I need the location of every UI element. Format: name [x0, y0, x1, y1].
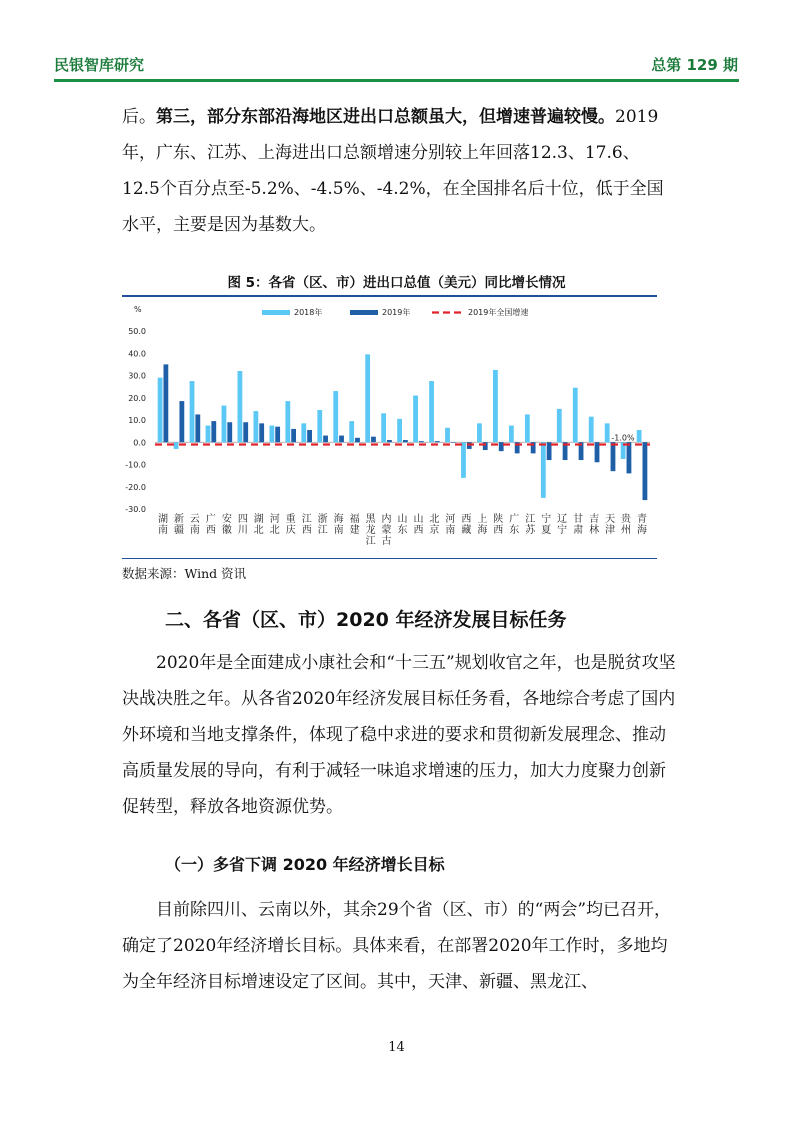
figure-bottom-rule — [122, 558, 657, 559]
bar-2018-海南 — [333, 391, 338, 442]
bar-2019-北京 — [435, 441, 440, 442]
subsection-heading: （一）多省下调 2020 年经济增长目标 — [165, 855, 445, 874]
x-label-湖南: 南 — [157, 525, 168, 536]
x-label-河南: 南 — [445, 525, 456, 536]
x-label-江苏: 江 — [525, 514, 536, 525]
bar-2019-青海 — [643, 442, 648, 500]
x-label-甘肃: 甘 — [573, 514, 584, 525]
bar-2018-新疆 — [174, 442, 179, 449]
bar-2018-湖南 — [158, 378, 163, 443]
figure-source: 数据来源：Wind 资讯 — [122, 566, 247, 581]
x-label-北京: 北 — [429, 514, 440, 525]
bar-2018-浙江 — [317, 410, 322, 442]
bar-2018-内蒙古 — [381, 413, 386, 442]
x-axis-labels — [158, 512, 647, 547]
x-label-贵州: 州 — [621, 525, 632, 536]
x-label-内蒙古: 古 — [381, 536, 392, 547]
x-label-内蒙古: 蒙 — [381, 525, 392, 536]
x-label-吉林: 吉 — [589, 514, 600, 525]
bar-2018-云南 — [190, 381, 195, 442]
x-label-浙江: 江 — [317, 525, 328, 536]
x-label-内蒙古: 内 — [381, 514, 392, 525]
x-label-黑龙江: 龙 — [365, 525, 376, 536]
bar-2019-天津 — [611, 442, 616, 471]
x-label-江西: 西 — [301, 525, 312, 536]
bar-2018-吉林 — [589, 417, 594, 443]
x-label-青海: 青 — [637, 514, 648, 525]
x-label-云南: 云 — [189, 514, 200, 525]
x-label-新疆: 新 — [173, 514, 184, 525]
x-label-海南: 南 — [333, 525, 344, 536]
y-tick-label: -10.0 — [125, 460, 146, 470]
x-label-北京: 京 — [429, 525, 440, 536]
y-tick-label: 20.0 — [128, 393, 146, 403]
section-paragraph: 2020年是全面建成小康社会和“十三五”规划收官之年，也是脱贫攻坚决战决胜之年。从各省2020年经济发展目标任务看，各地综合考虑了国内外环境和当地支撑条件，体现了稳中求进的要求和贯彻新发展理念、推动高质量发展的导向，有利于减轻一味追求增速的压力，加大力度聚力创新促转型，释放各地资源优势。 — [122, 653, 676, 817]
bar-2019-重庆 — [291, 429, 296, 442]
bar-2018-宁夏 — [541, 442, 546, 498]
bar-series — [155, 354, 650, 500]
x-label-河北: 河 — [269, 514, 280, 525]
bar-2018-北京 — [429, 381, 434, 442]
bar-2019-山东 — [403, 440, 408, 442]
figure-top-rule — [122, 295, 657, 297]
x-label-山东: 东 — [397, 525, 408, 536]
y-tick-label: 40.0 — [128, 349, 146, 359]
bar-2018-广东 — [509, 426, 514, 443]
bar-2018-广西 — [206, 426, 211, 443]
y-tick-label: -20.0 — [125, 482, 146, 492]
bar-2018-西藏 — [461, 442, 466, 478]
bar-2019-新疆 — [179, 401, 184, 442]
bar-2019-湖南 — [163, 364, 168, 442]
bar-2019-吉林 — [595, 442, 600, 462]
x-label-新疆: 疆 — [173, 525, 184, 536]
bar-2018-山西 — [413, 396, 418, 443]
y-tick-label: -30.0 — [125, 505, 146, 514]
bar-2019-江西 — [307, 430, 312, 442]
x-label-湖北: 湖 — [253, 514, 264, 525]
x-label-天津: 津 — [605, 525, 616, 536]
x-label-青海: 海 — [637, 525, 648, 536]
x-label-西藏: 西 — [461, 514, 472, 525]
x-label-西藏: 藏 — [461, 525, 472, 536]
page-number: 14 — [388, 1040, 405, 1055]
bar-2019-贵州 — [627, 442, 632, 473]
x-label-广西: 西 — [205, 525, 216, 536]
x-label-海南: 海 — [333, 514, 344, 525]
x-label-甘肃: 肃 — [573, 525, 584, 536]
x-label-山西: 山 — [413, 514, 424, 525]
bar-2019-陕西 — [499, 442, 504, 451]
figure-title: 图 5：各省（区、市）进出口总值（美元）同比增长情况 — [227, 275, 566, 291]
x-label-上海: 海 — [477, 525, 488, 536]
bar-2018-辽宁 — [557, 409, 562, 442]
x-label-宁夏: 夏 — [541, 525, 552, 536]
legend-swatch — [262, 310, 290, 315]
x-label-重庆: 庆 — [285, 525, 296, 536]
bar-2019-内蒙古 — [387, 440, 392, 442]
national-growth-annotation: -1.0% — [611, 433, 635, 443]
x-label-陕西: 西 — [493, 525, 504, 536]
bar-2018-河北 — [269, 426, 274, 443]
x-label-山东: 山 — [397, 514, 408, 525]
chart-legend — [262, 307, 528, 317]
bar-2018-陕西 — [493, 370, 498, 442]
bar-2019-河北 — [275, 427, 280, 443]
x-label-重庆: 重 — [285, 514, 296, 525]
legend-swatch — [350, 310, 378, 315]
bar-2018-黑龙江 — [365, 354, 370, 442]
x-label-云南: 南 — [189, 525, 200, 536]
bar-2018-江苏 — [525, 414, 530, 442]
bar-2019-安徽 — [227, 422, 232, 442]
bar-2019-西藏 — [467, 442, 472, 449]
x-label-福建: 福 — [349, 514, 360, 525]
x-label-四川: 川 — [237, 525, 248, 536]
bar-2018-湖北 — [253, 411, 258, 442]
x-label-江西: 江 — [301, 514, 312, 525]
x-label-吉林: 林 — [589, 525, 600, 536]
y-tick-label: 10.0 — [128, 416, 146, 425]
x-label-宁夏: 宁 — [541, 514, 552, 525]
x-label-广东: 东 — [509, 525, 520, 536]
x-label-上海: 上 — [477, 514, 488, 525]
subsection-paragraph: 目前除四川、云南以外，其余29个省（区、市）的“两会”均已召开，确定了2020年经济增长目标。具体来看，在部署2020年工作时，多地均为全年经济目标增速设定了区间。其中，天津、新疆、黑龙江、 — [122, 900, 672, 992]
bar-2019-云南 — [195, 414, 200, 442]
bar-2019-广西 — [211, 421, 216, 442]
x-label-安徽: 安 — [221, 514, 232, 525]
x-label-陕西: 陕 — [493, 514, 504, 525]
bar-2019-湖北 — [259, 423, 264, 442]
header-journal-name: 民银智库研究 — [54, 56, 145, 74]
x-label-湖北: 北 — [253, 525, 264, 536]
header-issue-number: 总第 129 期 — [651, 56, 738, 74]
x-label-天津: 天 — [605, 514, 616, 525]
x-label-广东: 广 — [509, 514, 520, 525]
x-label-贵州: 贵 — [621, 514, 632, 525]
x-label-湖南: 湖 — [157, 514, 168, 525]
bar-2019-宁夏 — [547, 442, 552, 460]
bar-2019-浙江 — [323, 436, 328, 443]
bar-2019-海南 — [339, 436, 344, 443]
x-label-辽宁: 宁 — [557, 525, 568, 536]
legend-label: 2018年 — [294, 308, 323, 317]
bar-2019-河南 — [451, 442, 456, 443]
para-bold-lead: 第三，部分东部沿海地区进出口总额虽大，但增速普遍较慢。 — [156, 107, 615, 127]
x-label-黑龙江: 黑 — [365, 514, 376, 525]
para-body: 2019年，广东、江苏、上海进出口总额增速分别较上年回落12.3、17.6、12.5个百分点至-5.2%、-4.5%、-4.2%，在全国排名后十位，低于全国水平，主要是因为基数大。 — [122, 107, 664, 235]
bar-2019-山西 — [419, 441, 424, 442]
x-label-浙江: 浙 — [317, 514, 328, 525]
bar-2018-青海 — [637, 430, 642, 442]
bar-2019-黑龙江 — [371, 437, 376, 443]
bar-2019-四川 — [243, 422, 248, 442]
x-label-山西: 西 — [413, 525, 424, 536]
x-label-辽宁: 辽 — [557, 514, 568, 525]
x-label-四川: 四 — [237, 514, 248, 525]
legend-label: 2019年 — [382, 308, 411, 317]
bar-2018-四川 — [238, 371, 243, 442]
bar-2018-山东 — [397, 419, 402, 442]
bar-2018-江西 — [301, 423, 306, 442]
y-tick-label: 50.0 — [128, 327, 146, 336]
section-heading: 二、各省（区、市）2020 年经济发展目标任务 — [165, 609, 567, 631]
bar-2018-福建 — [349, 421, 354, 442]
x-label-黑龙江: 江 — [365, 536, 376, 547]
bar-2018-安徽 — [222, 406, 227, 443]
paragraph-coastal — [122, 99, 677, 243]
growth-bar-chart — [0, 298, 793, 558]
y-tick-label: 30.0 — [128, 371, 146, 381]
bar-2018-重庆 — [285, 401, 290, 442]
x-label-安徽: 徽 — [221, 525, 232, 536]
bar-2018-上海 — [477, 423, 482, 442]
x-label-福建: 建 — [349, 525, 360, 536]
bar-2018-河南 — [445, 428, 450, 442]
x-label-河北: 北 — [269, 525, 280, 536]
x-label-河南: 河 — [445, 514, 456, 525]
x-label-江苏: 苏 — [525, 525, 536, 536]
x-label-广西: 广 — [205, 514, 216, 525]
y-axis-unit-label: % — [134, 305, 142, 314]
bar-2018-甘肃 — [573, 388, 578, 443]
y-tick-label: 0.0 — [133, 438, 146, 448]
para-prefix: 后。 — [122, 107, 156, 127]
legend-label: 2019年全国增速 — [468, 308, 529, 317]
y-axis-ticks — [125, 327, 650, 514]
bar-2018-天津 — [605, 423, 610, 442]
bar-2019-福建 — [355, 438, 360, 442]
header-divider — [54, 79, 739, 82]
